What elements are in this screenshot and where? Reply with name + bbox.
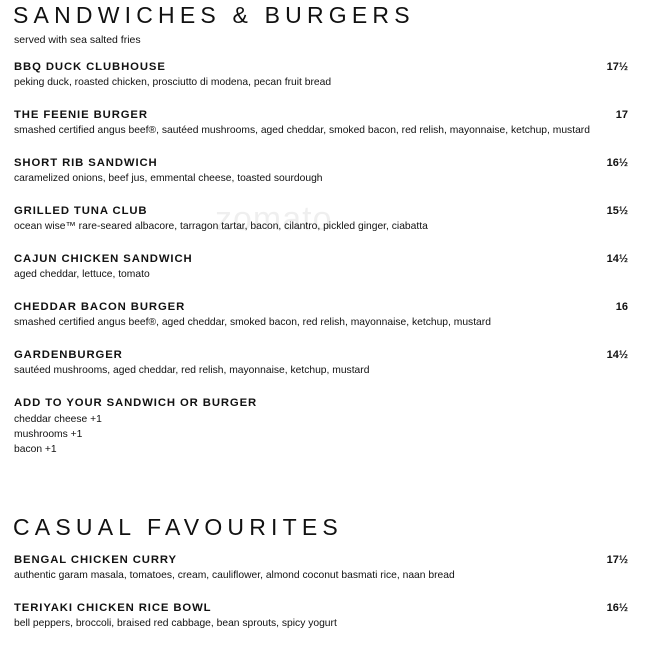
menu-item <box>14 157 628 184</box>
item-name: SHORT RIB SANDWICH <box>14 157 158 169</box>
item-description: smashed certified angus beef®, aged cheddar, smoked bacon, red relish, mayonnaise, ketchup, mustard <box>14 317 491 328</box>
menu-item <box>14 349 628 376</box>
item-price: 17½ <box>606 554 628 566</box>
item-name: THE FEENIE BURGER <box>14 109 148 121</box>
menu-item <box>14 253 628 280</box>
item-name: CHEDDAR BACON BURGER <box>14 301 186 313</box>
item-name: BENGAL CHICKEN CURRY <box>14 554 177 566</box>
item-price: 16½ <box>606 602 628 614</box>
addons-block <box>14 397 628 457</box>
menu-item <box>14 61 628 88</box>
item-description: aged cheddar, lettuce, tomato <box>14 269 150 280</box>
item-price: 14½ <box>606 349 628 361</box>
item-name: TERIYAKI CHICKEN RICE BOWL <box>14 602 212 614</box>
item-price: 16½ <box>606 157 628 169</box>
menu-item <box>14 602 628 629</box>
section-title-casual: CASUAL FAVOURITES <box>13 514 343 540</box>
addons-title: ADD TO YOUR SANDWICH OR BURGER <box>14 397 258 409</box>
item-description: authentic garam masala, tomatoes, cream, cauliflower, almond coconut basmati rice, naan bread <box>14 570 455 581</box>
item-description: peking duck, roasted chicken, prosciutto di modena, pecan fruit bread <box>14 77 332 88</box>
watermark: zomato <box>215 200 333 238</box>
item-description: smashed certified angus beef®, sautéed mushrooms, aged cheddar, smoked bacon, red relish, mayonnaise, ketchup, mustard <box>14 125 590 136</box>
item-price: 17½ <box>606 61 628 73</box>
addon-item: mushrooms +1 <box>14 429 83 440</box>
menu-item <box>14 205 628 232</box>
item-description: ocean wise™ rare-seared albacore, tarragon tartar, bacon, cilantro, pickled ginger, ciabatta <box>14 221 428 232</box>
item-name: CAJUN CHICKEN SANDWICH <box>14 253 193 265</box>
item-name: GARDENBURGER <box>14 349 123 361</box>
menu-item <box>14 301 628 328</box>
item-description: caramelized onions, beef jus, emmental cheese, toasted sourdough <box>14 173 323 184</box>
item-price: 15½ <box>606 205 628 217</box>
menu-item <box>14 554 628 581</box>
section-subtitle: served with sea salted fries <box>14 34 141 46</box>
item-price: 14½ <box>606 253 628 265</box>
item-price: 16 <box>615 301 628 313</box>
addon-item: bacon +1 <box>14 444 57 455</box>
item-name: GRILLED TUNA CLUB <box>14 205 148 217</box>
item-description: sautéed mushrooms, aged cheddar, red relish, mayonnaise, ketchup, mustard <box>14 365 370 376</box>
menu-item <box>14 109 628 136</box>
item-name: BBQ DUCK CLUBHOUSE <box>14 61 166 73</box>
item-price: 17 <box>615 109 628 121</box>
addon-item: cheddar cheese +1 <box>14 414 102 425</box>
addons-list <box>14 412 628 457</box>
section-title-sandwiches: SANDWICHES & BURGERS <box>13 2 415 28</box>
item-description: bell peppers, broccoli, braised red cabbage, bean sprouts, spicy yogurt <box>14 618 337 629</box>
